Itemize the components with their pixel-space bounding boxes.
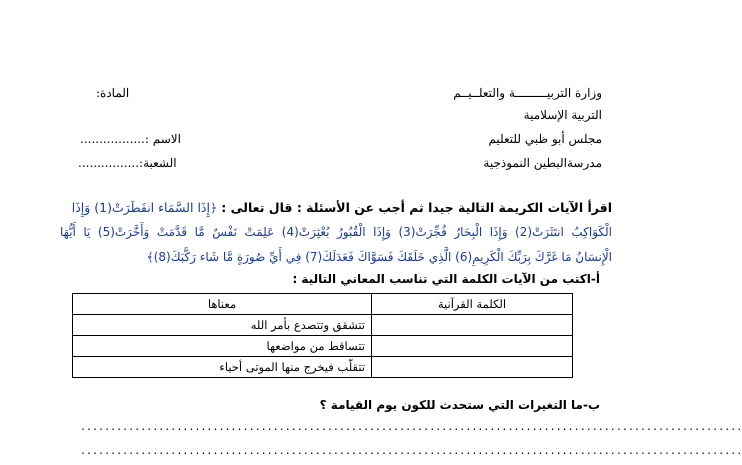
answer-cell[interactable] [372,357,573,378]
table-row [73,357,573,378]
meaning-cell: تتشقق وتتصدع بأمر الله [73,315,372,336]
question-intro: اقرأ الآيات الكريمة التالية جيدا ثم أجب عن الأسئلة : قال تعالى : [221,200,612,215]
ministry-name: وزارة التربيـــــــــة والتعلــيــم [453,86,602,100]
table-row [73,315,573,336]
verse-line-3: الْإِنسَانُ مَا غَرَّكَ بِرَبِّكَ الْكَرِيمِ(6) الَّذِي خَلَقَكَ فَسَوَّاكَ فَعَدَلَكَ(7) فِي أَيِّ صُورَةٍ مَّا شَاء رَكَّبَكَ(8)﴾ [146,250,612,264]
department-name: التربية الإسلامية [523,108,602,122]
answer-cell[interactable] [372,336,573,357]
subject-label: المادة: [96,86,130,100]
question-line-1 [60,200,612,215]
table-header-row [73,294,573,315]
name-field[interactable]: الاسم :................. [80,132,181,146]
answer-cell[interactable] [372,315,573,336]
table-row [73,336,573,357]
verse-line-2: الْكَوَاكِبُ انتَثَرَتْ(2) وَإِذَا الْبِحَارُ فُجِّرَتْ(3) وَإِذَا الْقُبُورُ بُعْثِرَتْ(4) عَلِمَتْ نَفْسٌ مَّا قَدَّمَتْ وَأَخَّرَتْ(5) يَا أَيُّهَا [60,225,613,239]
school-name: مدرسةالبطين النموذجية [483,156,602,170]
part-a-title: أ-اكتب من الآيات الكلمة التي تناسب المعاني التالية : [292,272,600,286]
table-header-meaning: معناها [73,294,372,315]
council-name: مجلس أبو ظبي للتعليم [488,132,602,146]
verse-line-1: ﴿إِذَا السَّمَاء انفَطَرَتْ(1) وَإِذَا [71,200,218,215]
part-b-title: ب-ما التغيرات التي ستحدث للكون يوم القيامة ؟ [319,398,600,412]
vocabulary-table [72,293,573,378]
meaning-cell: تتساقط من مواضعها [73,336,372,357]
answer-line-2[interactable]: .............................................................................................................. [80,446,742,457]
answer-line-1[interactable]: .............................................................................................................. [80,422,742,433]
table-header-word: الكلمة القرآنية [372,294,573,315]
section-field[interactable]: الشعبة:................ [78,156,177,170]
meaning-cell: تتقلّب فيخرج منها الموتى أحياء [73,357,372,378]
